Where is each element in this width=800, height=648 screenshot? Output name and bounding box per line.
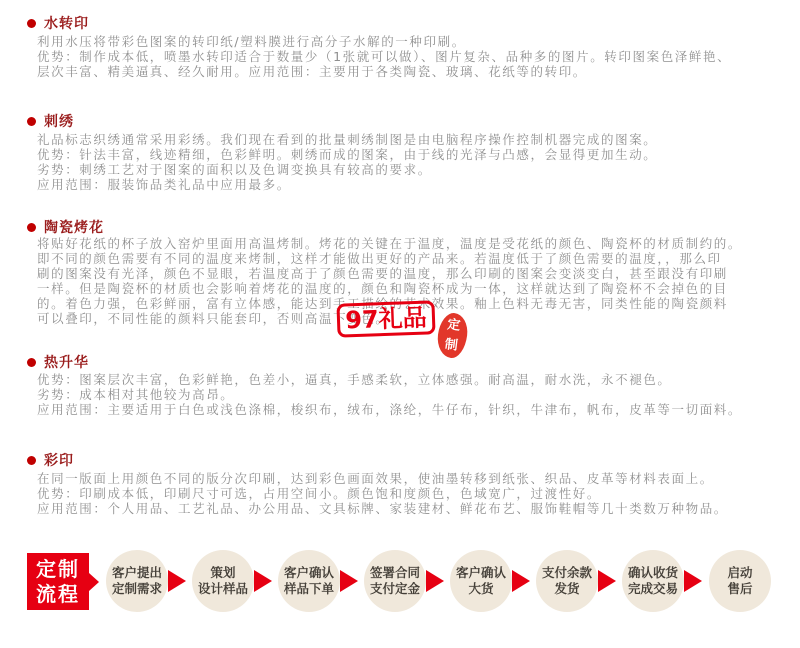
body-line: 的。着色力强，色彩鲜丽，富有立体感，能达到手工描绘的艺术效果。釉上色料无毒无害，同类性能的陶瓷颜料: [37, 296, 728, 311]
bullet-icon: [27, 456, 36, 465]
section-header: [27, 113, 74, 129]
flow-title-line2: 流程: [36, 582, 80, 606]
bullet-icon: [27, 19, 36, 28]
arrow-right-icon: [684, 570, 702, 592]
section-title: 彩印: [44, 453, 74, 469]
section-header: [27, 15, 89, 31]
step-line: 定制需求: [111, 581, 162, 596]
section-title: 陶瓷烤花: [44, 220, 104, 236]
flow-step-4: [364, 550, 426, 612]
section-body: [37, 471, 793, 516]
body-line: 在同一版面上用颜色不同的版分次印刷，达到彩色画面效果，使油墨转移到纸张、织品、皮革等材料表面上。: [37, 471, 714, 486]
body-line: 劣势：成本相对其他较为高昂。: [37, 387, 235, 402]
body-line: 优势：针法丰富，线迹精细，色彩鲜明。刺绣而成的图案，由于线的光泽与凸感，会显得更加生动。: [37, 147, 658, 162]
section-title: 热升华: [44, 355, 89, 371]
arrow-right-icon: [426, 570, 444, 592]
flow-step-5: [450, 550, 512, 612]
bullet-icon: [27, 358, 36, 367]
step-line: 确认收货: [627, 565, 678, 580]
flow-step-6: [536, 550, 598, 612]
step-line: 策划: [210, 565, 236, 580]
section-title: 刺绣: [44, 114, 74, 130]
body-line: 应用范围：个人用品、工艺礼品、办公用品、文具标牌、家装建材、鲜花布艺、服饰鞋帽等几十类数万种物品。: [37, 501, 728, 516]
section-body: [37, 34, 793, 79]
arrow-right-icon: [512, 570, 530, 592]
flow-step-1: [106, 550, 168, 612]
seal-stamp-icon: [435, 311, 469, 359]
flow-step-2: [192, 550, 254, 612]
body-line: 礼品标志织绣通常采用彩绣。我们现在看到的批量刺绣制图是由电脑程序操作控制机器完成的图案。: [37, 132, 658, 147]
step-line: 客户提出: [111, 565, 162, 580]
arrow-right-icon: [254, 570, 272, 592]
step-line: 支付定金: [369, 581, 420, 596]
flow-title-line1: 定制: [36, 557, 80, 581]
section-body: [37, 132, 793, 192]
section-header: [27, 452, 74, 468]
body-line: 即不同的颜色需要有不同的温度来烤制，这样才能做出更好的产品来。若温度低于了颜色需要的温度，，那么印: [37, 251, 722, 266]
step-line: 售后: [727, 581, 753, 596]
body-line: 层次丰富、精美逼真、经久耐用。应用范围：主要用于各类陶瓷、玻璃、花纸等的转印。: [37, 64, 587, 79]
step-line: 启动: [727, 565, 753, 580]
body-line: 将贴好花纸的杯子放入窑炉里面用高温烤制。烤花的关键在于温度，温度是受花纸的颜色、陶瓷杯的材质制约的。: [37, 236, 743, 251]
step-line: 客户确认: [283, 565, 334, 580]
body-line: 优势：图案层次丰富，色彩鲜艳，色差小，逼真，手感柔软，立体感强。耐高温，耐水洗，永不褪色。: [37, 372, 672, 387]
bullet-icon: [27, 223, 36, 232]
body-line: 优势：制作成本低，喷墨水转印适合于数量少（1张就可以做）、图片复杂、品种多的图片。转印图案色泽鲜艳、: [37, 49, 732, 64]
arrow-right-icon: [168, 570, 186, 592]
body-line: 利用水压将带彩色图案的转印纸/塑料膜进行高分子水解的一种印刷。: [37, 34, 466, 49]
body-line: 刷的图案没有光泽，颜色不显眼，若温度高于了颜色需要的温度，那么印刷的图案会变淡变白，甚至跟没有印刷: [37, 266, 728, 281]
arrow-right-icon: [598, 570, 616, 592]
bullet-icon: [27, 117, 36, 126]
flow-step-3: [278, 550, 340, 612]
step-line: 设计样品: [197, 581, 248, 596]
section-title: 水转印: [44, 16, 89, 32]
step-line: 客户确认: [455, 565, 506, 580]
flow-title-badge: [27, 553, 89, 610]
arrow-right-icon: [340, 570, 358, 592]
body-line: 优势：印刷成本低，印刷尺寸可选，占用空间小。颜色饱和度颜色，色域宽广，过渡性好。: [37, 486, 602, 501]
notch-icon: [89, 573, 99, 591]
step-line: 签署合同: [369, 565, 420, 580]
body-line: 应用范围：服装饰品类礼品中应用最多。: [37, 177, 291, 192]
watermark-logo: 97礼品: [336, 300, 435, 337]
section-header: [27, 354, 89, 370]
step-line: 完成交易: [627, 581, 678, 596]
body-line: 可以叠印，不同性能的颜料只能套印，否则高温下变色。: [37, 311, 390, 326]
seal-char-top: 定: [446, 317, 462, 334]
body-line: 应用范围：主要适用于白色或浅色涤棉，梭织布，绒布，涤纶，牛仔布，针织，牛津布，帆布，皮革等一切面料。: [37, 402, 743, 417]
step-line: 发货: [554, 581, 580, 596]
flow-step-7: [622, 550, 684, 612]
step-line: 样品下单: [283, 581, 334, 596]
section-header: [27, 219, 104, 235]
seal-char-bottom: 制: [443, 337, 459, 354]
step-line: 大货: [468, 581, 494, 596]
step-line: 支付余款: [541, 565, 592, 580]
flow-step-8: [709, 550, 771, 612]
body-line: 一样。但是陶瓷杯的材质也会影响着烤花的温度的，颜色和陶瓷杯成为一体，这样就达到了陶瓷杯不会掉色的目: [37, 281, 728, 296]
body-line: 劣势：刺绣工艺对于图案的面积以及色调变换具有较高的要求。: [37, 162, 432, 177]
section-body: [37, 372, 793, 417]
